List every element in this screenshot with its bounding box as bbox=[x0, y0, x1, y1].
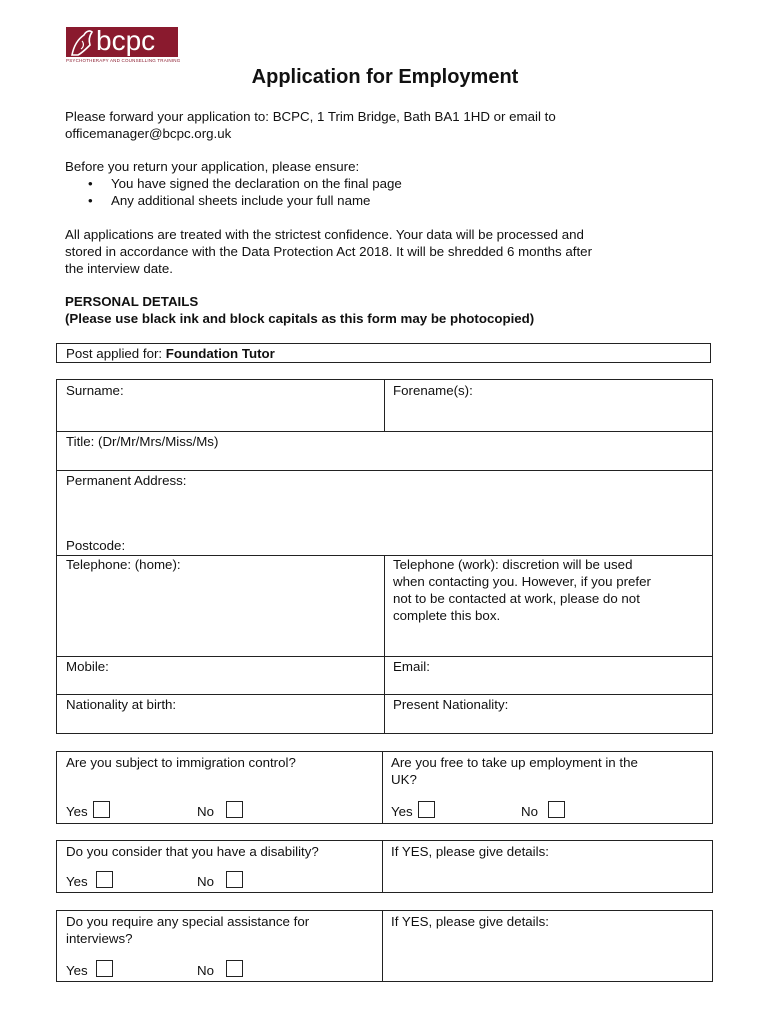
telephone-work-field[interactable] bbox=[384, 555, 712, 656]
ensure-heading: Before you return your application, please ensure: bbox=[65, 159, 360, 174]
logo-mark bbox=[66, 27, 178, 57]
telephone-home-field[interactable] bbox=[57, 555, 384, 656]
forename-label: Forename(s): bbox=[393, 383, 473, 398]
telephone-work-label-2: when contacting you. However, if you prefer bbox=[393, 574, 651, 589]
section-note: (Please use black ink and block capitals as this form may be photocopied) bbox=[65, 311, 535, 326]
logo-tagline: PSYCHOTHERAPY AND COUNSELLING TRAINING bbox=[66, 58, 181, 63]
free-to-work-no-checkbox[interactable] bbox=[548, 801, 565, 818]
immigration-no-checkbox[interactable] bbox=[226, 801, 243, 818]
disability-no-checkbox[interactable] bbox=[226, 871, 243, 888]
assistance-no-option[interactable] bbox=[197, 960, 243, 978]
surname-field[interactable] bbox=[57, 380, 384, 431]
mobile-label: Mobile: bbox=[66, 659, 109, 674]
yes-label: Yes bbox=[66, 874, 88, 889]
telephone-work-label-4: complete this box. bbox=[393, 608, 501, 623]
nationality-birth-field[interactable] bbox=[57, 694, 384, 734]
post-applied-value: Foundation Tutor bbox=[165, 346, 275, 361]
email-field[interactable] bbox=[384, 656, 712, 694]
free-to-work-yes-option[interactable] bbox=[391, 801, 435, 819]
disability-yes-option[interactable] bbox=[66, 871, 113, 889]
confidentiality-notice bbox=[65, 226, 705, 277]
confidentiality-line-3: the interview date. bbox=[65, 261, 173, 276]
no-label: No bbox=[521, 804, 538, 819]
mobile-field[interactable] bbox=[57, 656, 384, 694]
assistance-label-1: Do you require any special assistance for bbox=[66, 914, 310, 929]
address-label: Permanent Address: bbox=[66, 473, 187, 488]
logo-emblem-icon bbox=[68, 27, 96, 57]
assistance-details-label: If YES, please give details: bbox=[391, 914, 549, 929]
no-label: No bbox=[197, 874, 214, 889]
forward-email: officemanager@bcpc.org.uk bbox=[65, 126, 232, 141]
immigration-no-option[interactable] bbox=[197, 801, 243, 819]
assistance-label-2: interviews? bbox=[66, 931, 133, 946]
nationality-present-field[interactable] bbox=[384, 694, 712, 734]
ensure-list bbox=[88, 175, 402, 209]
disability-yes-checkbox[interactable] bbox=[96, 871, 113, 888]
address-field[interactable] bbox=[57, 470, 712, 555]
personal-details-table bbox=[56, 379, 713, 734]
confidentiality-line-2: stored in accordance with the Data Protection Act 2018. It will be shredded 6 months after bbox=[65, 244, 592, 259]
yes-label: Yes bbox=[66, 804, 88, 819]
free-to-work-yes-checkbox[interactable] bbox=[418, 801, 435, 818]
disability-details-field[interactable] bbox=[382, 841, 712, 892]
free-to-work-label-2: UK? bbox=[391, 772, 417, 787]
section-heading: PERSONAL DETAILS bbox=[65, 294, 199, 309]
no-label: No bbox=[197, 804, 214, 819]
list-item: • Any additional sheets include your full name bbox=[88, 192, 402, 209]
postcode-label: Postcode: bbox=[66, 538, 126, 553]
post-applied-field bbox=[57, 344, 275, 362]
confidentiality-line-1: All applications are treated with the strictest confidence. Your data will be processed and bbox=[65, 227, 584, 242]
free-to-work-label-1: Are you free to take up employment in the bbox=[391, 755, 638, 770]
yes-label: Yes bbox=[66, 963, 88, 978]
forward-line-1: Please forward your application to: BCPC, 1 Trim Bridge, Bath BA1 1HD or email to bbox=[65, 109, 556, 124]
disability-no-option[interactable] bbox=[197, 871, 243, 889]
nationality-present-label: Present Nationality: bbox=[393, 697, 509, 712]
title-field[interactable] bbox=[57, 431, 712, 470]
surname-label: Surname: bbox=[66, 383, 124, 398]
free-to-work-no-option[interactable] bbox=[521, 801, 565, 819]
assistance-no-checkbox[interactable] bbox=[226, 960, 243, 977]
telephone-work-label-3: not to be contacted at work, please do not bbox=[393, 591, 640, 606]
email-label: Email: bbox=[393, 659, 430, 674]
list-item: • You have signed the declaration on the final page bbox=[88, 175, 402, 192]
telephone-home-label: Telephone: (home): bbox=[66, 557, 181, 572]
telephone-work-label-1: Telephone (work): discretion will be used bbox=[393, 557, 633, 572]
assistance-yes-checkbox[interactable] bbox=[96, 960, 113, 977]
assistance-details-field[interactable] bbox=[382, 911, 712, 981]
logo-text: bcpc bbox=[96, 25, 156, 56]
yes-label: Yes bbox=[391, 804, 413, 819]
disability-table bbox=[56, 840, 713, 893]
immigration-table bbox=[56, 751, 713, 824]
immigration-yes-checkbox[interactable] bbox=[93, 801, 110, 818]
assistance-yes-option[interactable] bbox=[66, 960, 113, 978]
immigration-yes-option[interactable] bbox=[66, 801, 110, 819]
assistance-table bbox=[56, 910, 713, 982]
forward-instructions bbox=[65, 108, 705, 142]
nationality-birth-label: Nationality at birth: bbox=[66, 697, 177, 712]
post-applied-row[interactable] bbox=[56, 343, 711, 363]
title-label: Title: (Dr/Mr/Mrs/Miss/Ms) bbox=[66, 434, 219, 449]
personal-details-heading bbox=[65, 293, 705, 327]
post-applied-label: Post applied for: bbox=[66, 346, 166, 361]
forename-field[interactable] bbox=[384, 380, 712, 431]
disability-label: Do you consider that you have a disability? bbox=[66, 844, 319, 859]
bcpc-logo bbox=[66, 25, 181, 65]
immigration-label: Are you subject to immigration control? bbox=[66, 755, 296, 770]
disability-details-label: If YES, please give details: bbox=[391, 844, 549, 859]
page-title: Application for Employment bbox=[251, 66, 519, 88]
no-label: No bbox=[197, 963, 214, 978]
